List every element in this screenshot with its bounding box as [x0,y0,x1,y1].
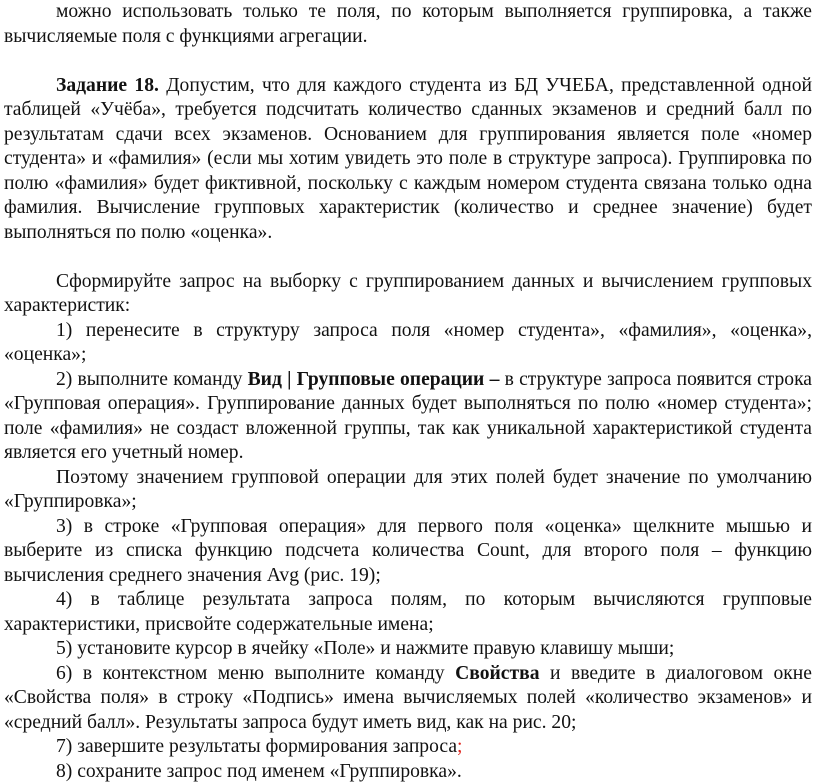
step-2-text-after: в структуре запроса появится строка «Групповая операция». Группирование данных будет выполняться по полю «номер студента»; поле «фамилия» не создаст вложенной группы, так как уникальной характеристикой студента является его учетный номер. [4,369,812,464]
paragraph-gap [4,245,812,270]
step-6-command: Свойства [455,663,539,684]
task-paragraph [4,74,812,246]
step-2 [4,368,812,466]
step-4 [4,588,812,637]
step-6 [4,662,812,736]
document-page [4,0,812,784]
step-6-text-before: 6) в контекстном меню выполните команду [56,663,455,684]
step-2-command: Вид | Групповые операции – [248,369,500,390]
paragraph-gap [4,49,812,74]
note-paragraph [4,466,812,515]
intro-text: можно использовать только те поля, по которым выполняется группировка, а также вычисляемые поля с функциями агрегации. [4,1,812,47]
step-7 [4,735,812,760]
step-2-text-before: 2) выполните команду [56,369,248,390]
step-4-text: 4) в таблице результата запроса полям, по которым вычисляются групповые характеристики, присвойте содержательные имена; [4,589,812,635]
step-8-text: 8) сохраните запрос под именем «Группировка». [56,761,462,782]
note-text: Поэтому значением групповой операции для этих полей будет значение по умолчанию «Группировка»; [4,467,812,513]
step-3 [4,515,812,589]
task-label: Задание 18. [56,75,159,96]
step-8 [4,760,812,784]
step-5-text: 5) установите курсор в ячейку «Поле» и нажмите правую клавишу мыши; [56,638,674,659]
instructions-lead-text: Сформируйте запрос на выборку с группированием данных и вычислением групповых характеристик: [4,271,812,317]
task-text: Допустим, что для каждого студента из БД УЧЕБА, представленной одной таблицей «Учёба», требуется подсчитать количество сданных экзаменов и средний балл по результатам сдачи всех экзаменов. Основанием для группирования является поле «номер студента» и «фамилия» (если мы хотим увидеть это поле в структуре запроса). Группировка по полю «фамилия» будет фиктивной, поскольку с каждым номером студента связана только одна фамилия. Вычисление групповых характеристик (количество и среднее значение) будет выполняться по полю «оценка». [4,75,812,243]
instructions-lead [4,270,812,319]
step-7-text: 7) завершите результаты формирования запроса [56,736,457,757]
intro-paragraph [4,0,812,49]
step-1 [4,319,812,368]
step-6-text-after: и введите в диалоговом окне «Свойства поля» в строку «Подпись» имена вычисляемых полей «количество экзаменов» и «средний балл». Результаты запроса будут иметь вид, как на рис. 20; [4,663,812,733]
step-3-text: 3) в строке «Групповая операция» для первого поля «оценка» щелкните мышью и выберите из списка функцию подсчета количества Count, для второго поля – функцию вычисления среднего значения Avg (рис. 19); [4,516,812,586]
step-7-red-mark: ; [457,736,462,757]
step-5 [4,637,812,662]
step-1-text: 1) перенесите в структуру запроса поля «номер студента», «фамилия», «оценка», «оценка»; [4,320,812,366]
